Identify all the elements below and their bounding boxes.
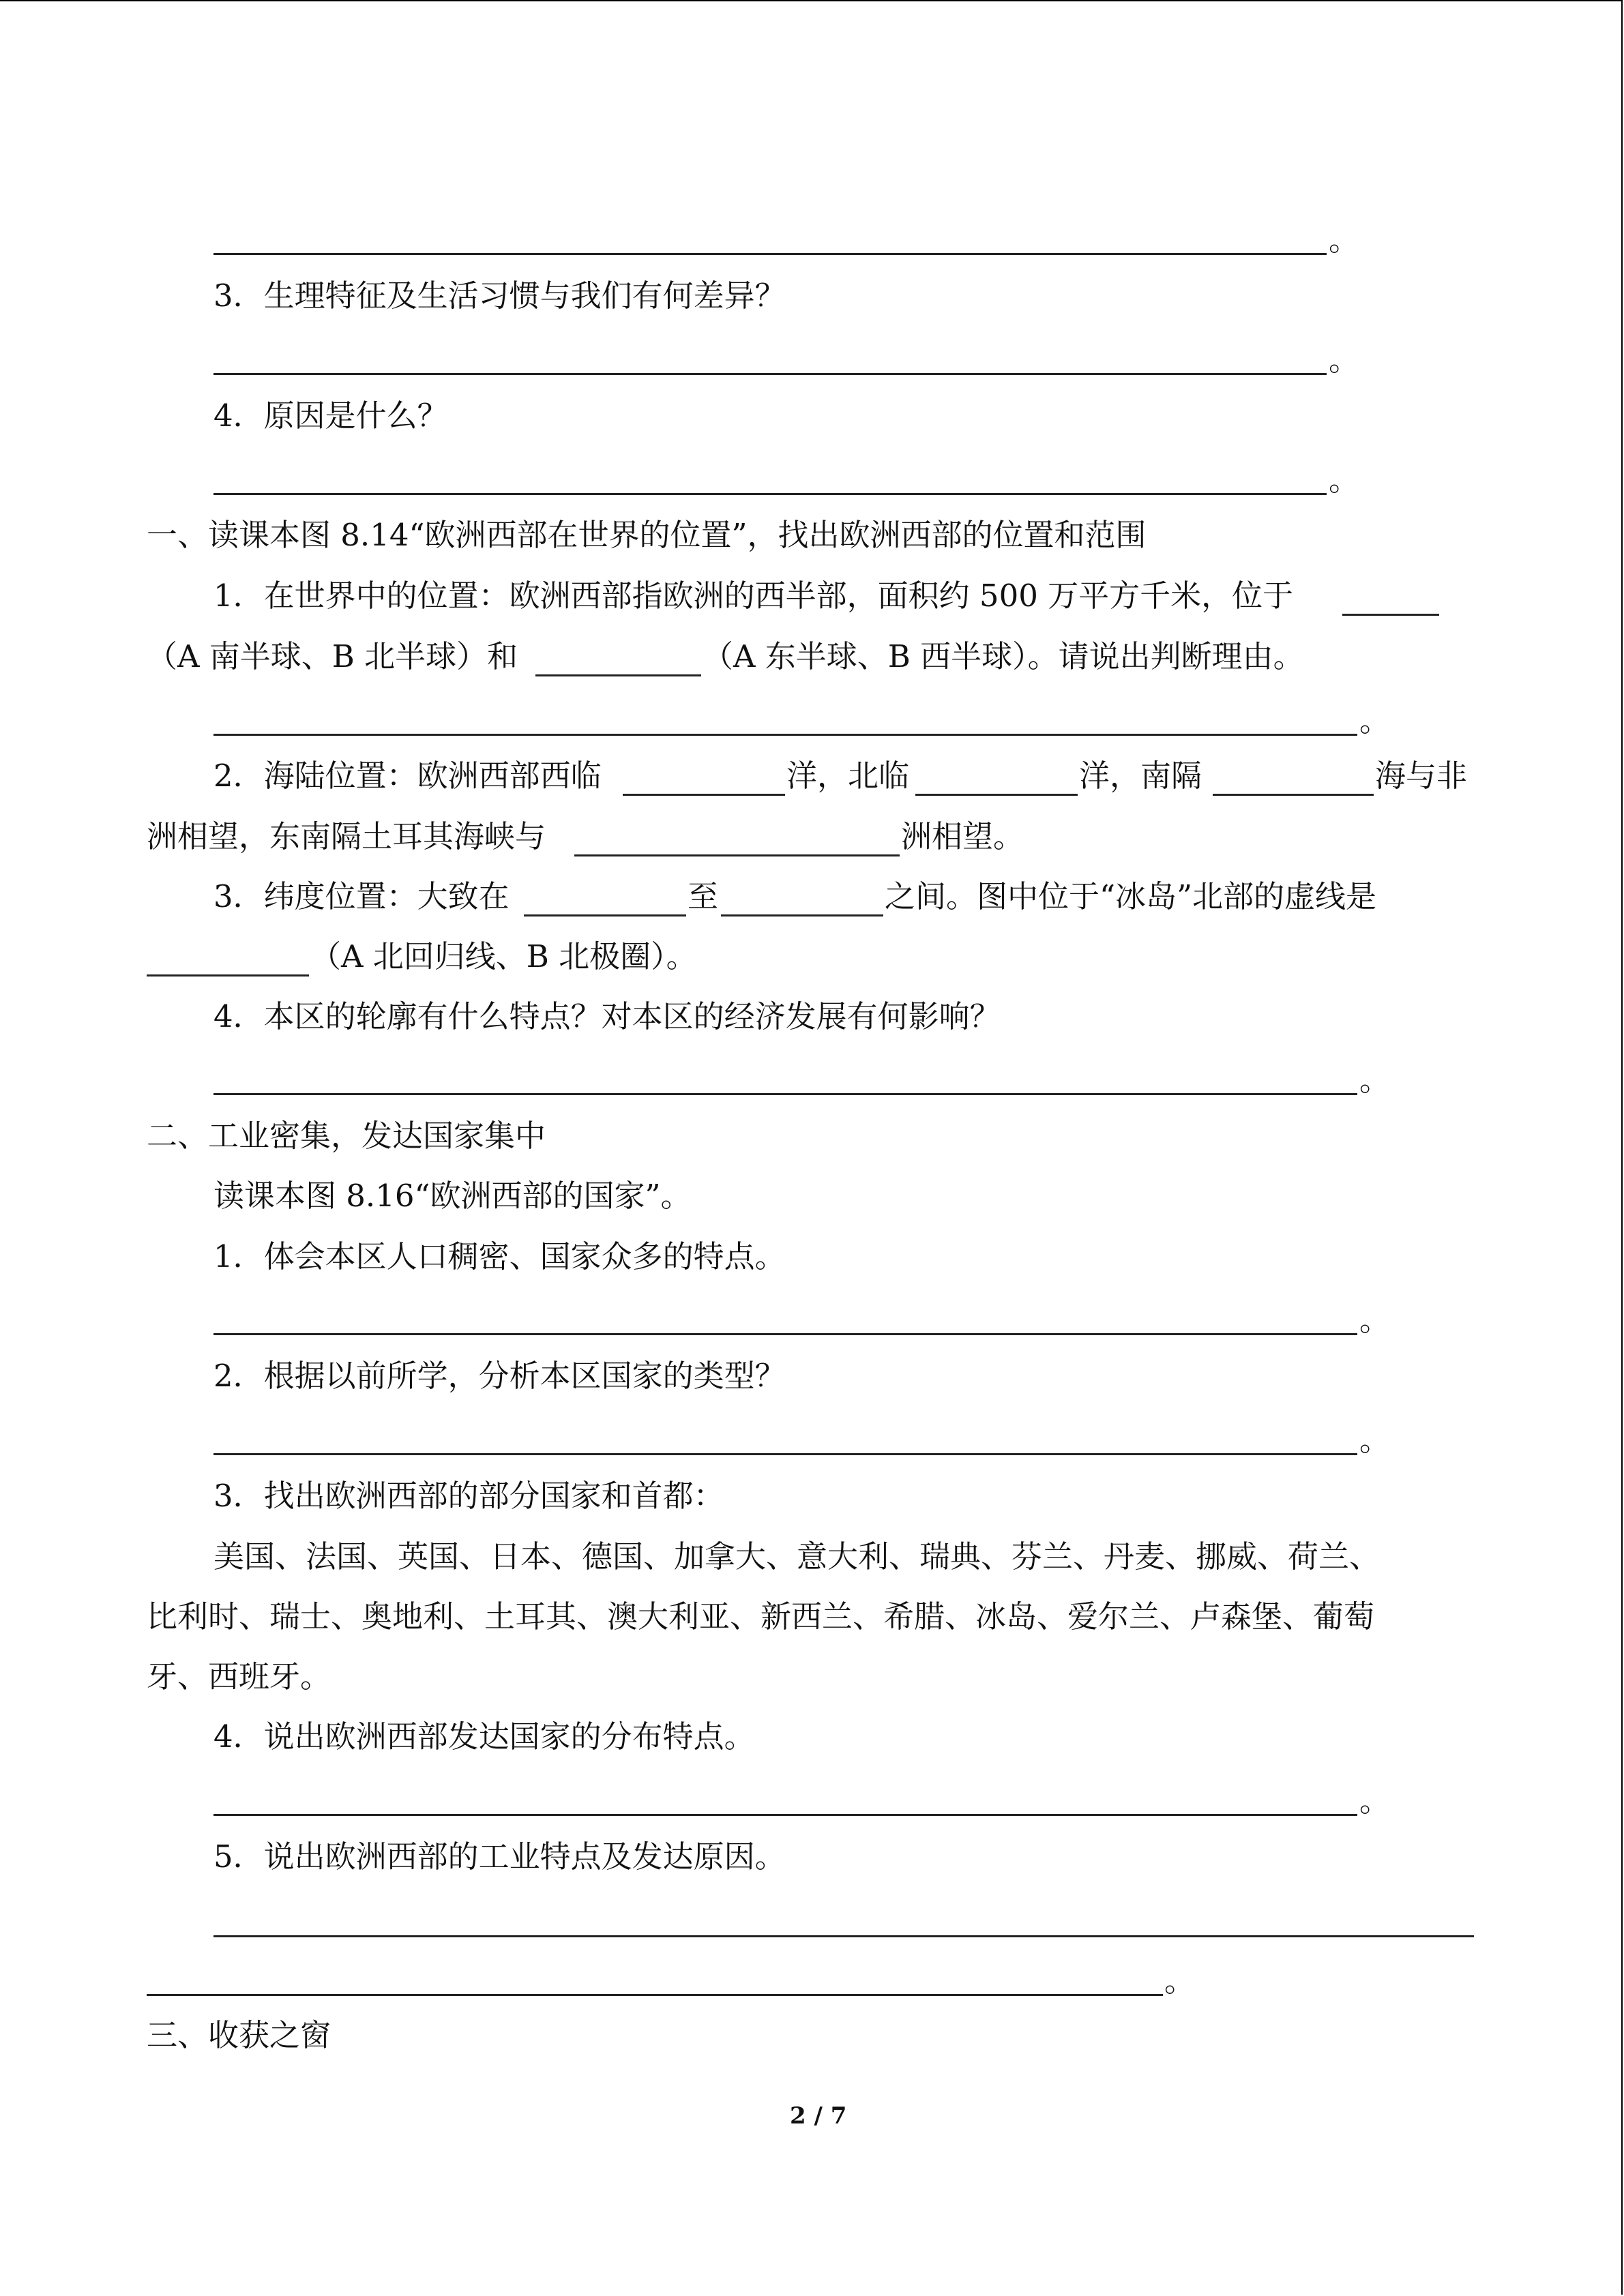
s1-q4: 4．本区的轮廓有什么特点？对本区的经济发展有何影响？ [213,998,1001,1034]
answer-line[interactable] [147,1994,1163,1996]
s2-q4: 4．说出欧洲西部发达国家的分布特点。 [213,1718,755,1755]
answer-line[interactable] [213,1814,1357,1816]
s1-q2-part2: 洋，北临 [786,758,910,794]
s1-q1-line-b-part2: （A 东半球、B 西半球）。请说出判断理由。 [703,638,1304,674]
s1-q2-line-b-part1: 洲相望，东南隔土耳其海峡与 [147,818,546,854]
period-mark: 。 [1359,702,1391,739]
period-mark: 。 [1359,1062,1391,1098]
s1-q3-part2: 至 [688,878,719,914]
s1-q2-part4: 海与非 [1375,758,1468,794]
s1-q3-part1: 3．纬度位置：大致在 [213,878,510,914]
question-4-heading: 4．原因是什么？ [213,398,448,434]
answer-line[interactable] [213,373,1327,375]
fill-blank[interactable] [915,794,1078,796]
answer-line[interactable] [213,493,1327,495]
period-mark: 。 [1329,462,1360,498]
fill-blank[interactable] [535,674,701,676]
s2-intro: 读课本图 8.16“欧洲西部的国家”。 [213,1178,692,1214]
period-mark: 。 [1359,1422,1391,1458]
fill-blank[interactable] [574,854,900,856]
answer-line[interactable] [213,1333,1357,1335]
period-mark: 。 [1359,1302,1391,1338]
question-3-heading: 3．生理特征及生活习惯与我们有何差异？ [213,278,786,314]
period-mark: 。 [1329,222,1360,258]
s2-q3: 3．找出欧洲西部的部分国家和首都： [213,1478,724,1514]
fill-blank[interactable] [147,974,309,976]
s1-q2-part3: 洋，南隔 [1079,758,1202,794]
s2-countries-line-1: 美国、法国、英国、日本、德国、加拿大、意大利、瑞典、芬兰、丹麦、挪威、荷兰、 [213,1538,1381,1575]
s1-q3-part3: 之间。图中位于“冰岛”北部的虚线是 [885,878,1377,914]
s1-q3-line-b: （A 北回归线、B 北极圈）。 [310,938,697,974]
answer-line[interactable] [213,1935,1474,1937]
answer-line[interactable] [213,1453,1357,1455]
section-1-heading: 一、读课本图 8.14“欧洲西部在世界的位置”，找出欧洲西部的位置和范围 [147,517,1147,553]
section-2-heading: 二、工业密集，发达国家集中 [147,1118,546,1154]
answer-line[interactable] [213,253,1327,255]
s2-q2: 2．根据以前所学，分析本区国家的类型？ [213,1358,786,1394]
answer-line[interactable] [213,1093,1357,1095]
s1-q2-part1: 2．海陆位置：欧洲西部西临 [213,758,602,794]
fill-blank[interactable] [721,914,883,916]
s2-q5: 5．说出欧洲西部的工业特点及发达原因。 [213,1838,786,1875]
s2-countries-line-2: 比利时、瑞士、奥地利、土耳其、澳大利亚、新西兰、希腊、冰岛、爱尔兰、卢森堡、葡萄 [147,1598,1375,1635]
period-mark: 。 [1359,1783,1391,1819]
section-3-heading: 三、收获之窗 [147,2017,331,2053]
s1-q1-line-a: 1．在世界中的位置：欧洲西部指欧洲的西半部，面积约 500 万平方千米，位于 [213,578,1294,614]
fill-blank[interactable] [623,794,785,796]
answer-line[interactable] [213,734,1357,736]
s1-q1-line-b-part1: （A 南半球、B 北半球）和 [147,638,518,674]
fill-blank[interactable] [1342,614,1439,616]
period-mark: 。 [1329,342,1360,378]
period-mark: 。 [1164,1963,1196,1999]
s1-q2-line-b-part2: 洲相望。 [901,818,1024,854]
s2-countries-line-3: 牙、西班牙。 [147,1658,331,1695]
fill-blank[interactable] [1213,794,1374,796]
fill-blank[interactable] [524,914,686,916]
page-number: 2 / 7 [790,2102,847,2130]
s2-q1: 1．体会本区人口稠密、国家众多的特点。 [213,1238,786,1274]
